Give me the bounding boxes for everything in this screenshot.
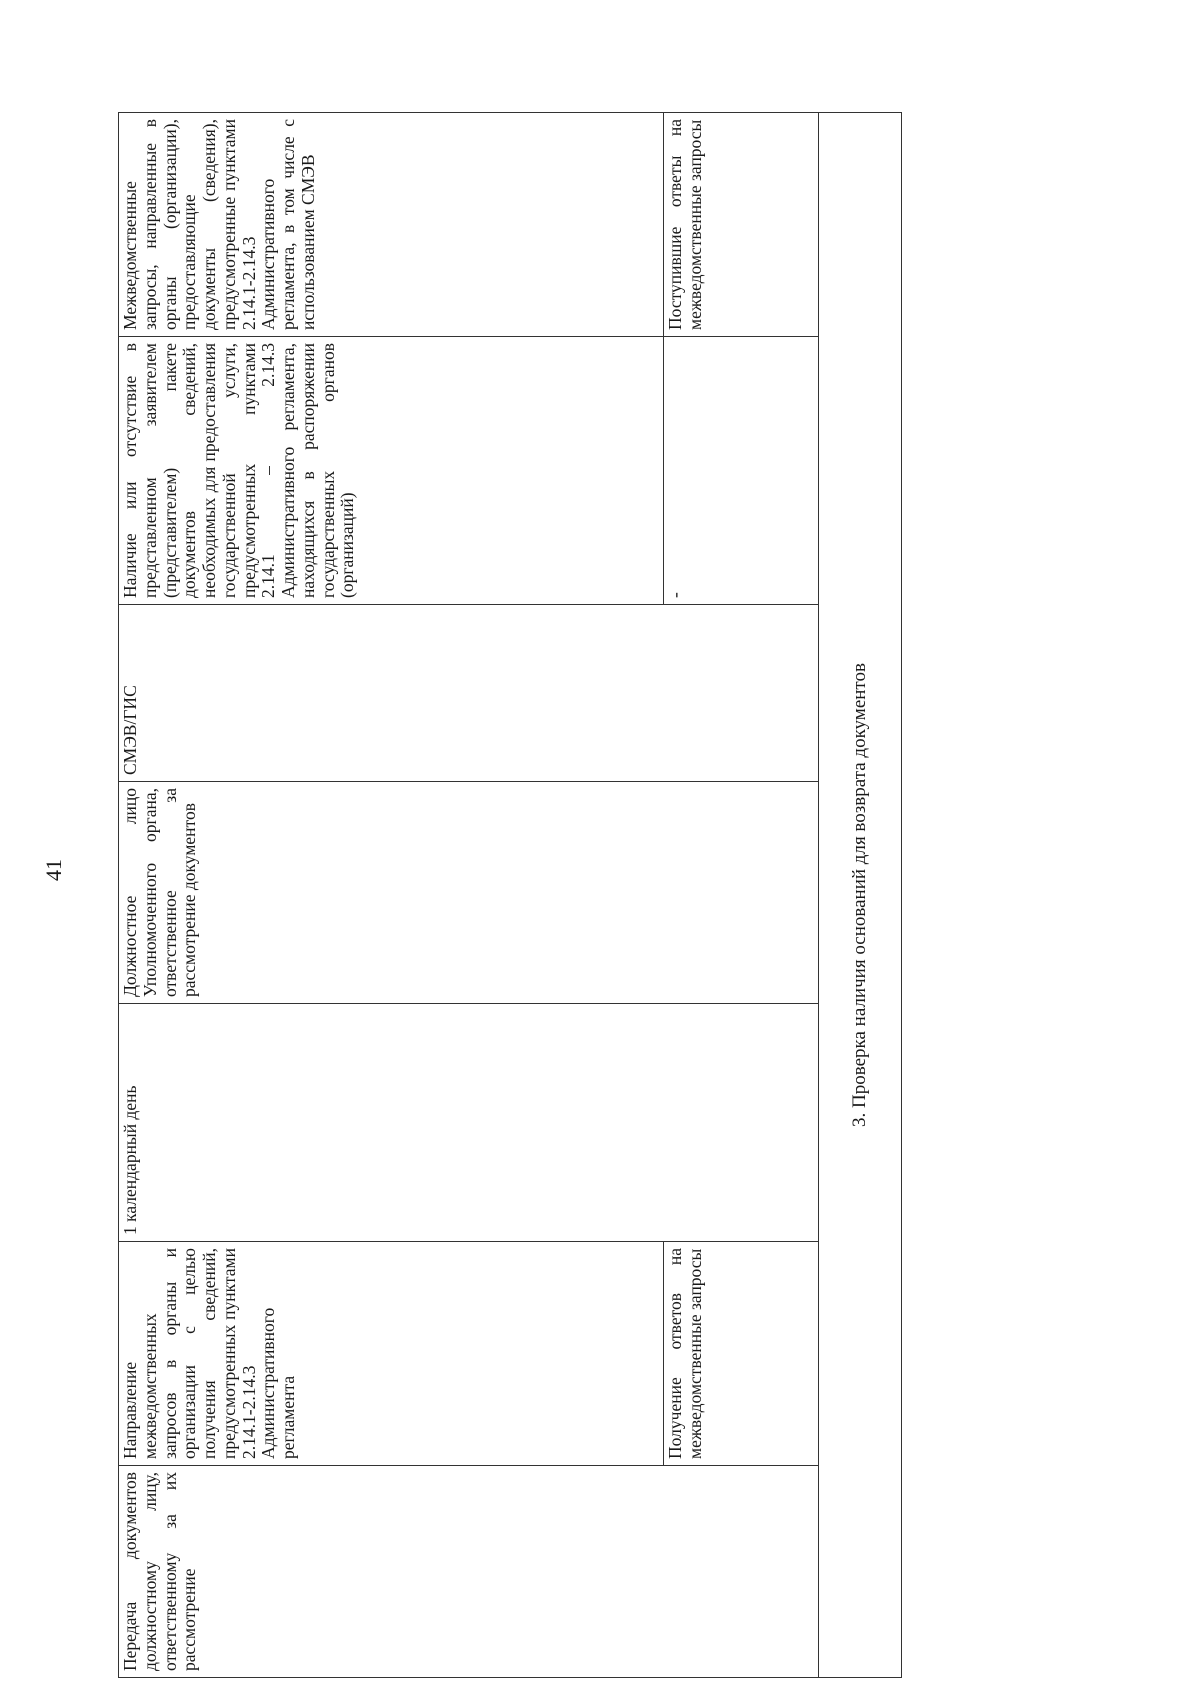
cell-criteria-dash: - <box>664 337 819 605</box>
cell-information-system: СМЭВ/ГИС <box>119 605 819 782</box>
cell-decision-criteria: Наличие или отсутствие в представленном заявителем (представителем) пакете документов сведений, необходимых для предоставления государственной услуги, предусмотренных пунктами 2.14.1 – 2.14.3 Административного регламента, находящихся в распоряжении государственных органов (организаций) <box>119 337 664 605</box>
table-row-documents-transfer <box>119 113 664 1678</box>
cell-action-requests: Направление межведомственных запросов в органы и организации с целью получения сведений, предусмотренных пунктами 2.14.1-2.14.3 Административного регламента <box>119 1242 664 1466</box>
procedure-table <box>118 112 902 1678</box>
cell-procedure-step: Передача документов должностному лицу, ответственному за их рассмотрение <box>119 1466 819 1678</box>
table-row-section-title <box>819 113 902 1678</box>
cell-deadline: 1 календарный день <box>119 1004 819 1242</box>
page-number: 41 <box>41 859 66 881</box>
cell-result-responses: Поступившие ответы на межведомственные запросы <box>664 113 819 337</box>
section-title: 3. Проверка наличия оснований для возврата документов <box>819 113 902 1678</box>
rotated-table-frame <box>118 113 895 1678</box>
cell-result: Межведомственные запросы, направленные в органы (организации), предоставляющие документы (сведения), предусмотренные пунктами 2.14.1-2.14.3 Административного регламента, в том числе с использованием СМЭВ <box>119 113 664 337</box>
cell-responsible-person: Должностное лицо Уполномоченного органа, ответственное за рассмотрение документов <box>119 782 819 1004</box>
cell-action-responses: Получение ответов на межведомственные запросы <box>664 1242 819 1466</box>
